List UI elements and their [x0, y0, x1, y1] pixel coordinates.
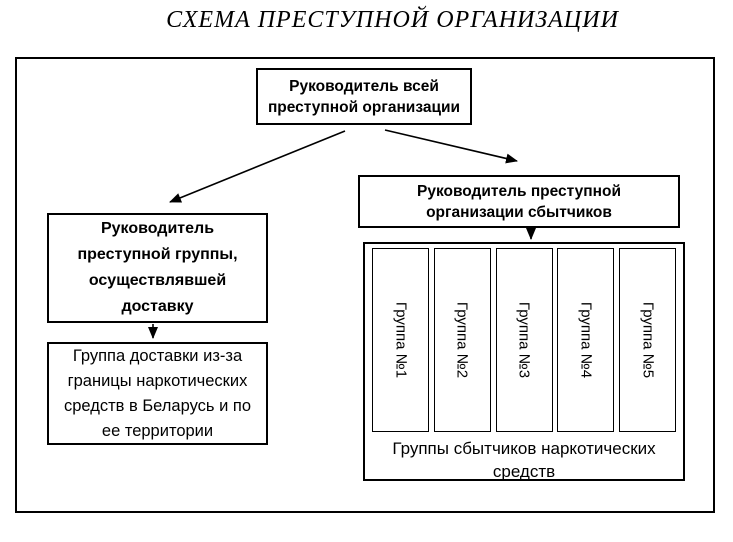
box-delivery-leader-line: Руководитель — [100, 220, 215, 237]
sales-groups-row — [365, 244, 683, 432]
sales-group-label: Группа №2 — [453, 301, 471, 379]
sales-group-box-1 — [372, 248, 429, 432]
box-delivery-group — [47, 342, 268, 445]
box-root-leader — [256, 68, 472, 125]
sales-group-label: Группа №5 — [639, 301, 656, 379]
box-root-leader-line: преступной организации — [267, 98, 461, 116]
sales-group-box-5 — [619, 248, 676, 432]
sales-groups-caption-line: Группы сбытчиков наркотических — [392, 439, 656, 458]
box-delivery-leader-line: осуществлявшей — [88, 272, 227, 289]
sales-group-box-3 — [496, 248, 553, 432]
box-delivery-group-line: Группа доставки из-за — [72, 346, 243, 365]
box-delivery-leader-line: доставку — [121, 298, 194, 315]
box-sales-leader — [358, 175, 680, 228]
sales-group-box-2 — [434, 248, 491, 432]
sales-group-box-4 — [557, 248, 614, 432]
page-title: СХЕМА ПРЕСТУПНОЙ ОРГАНИЗАЦИИ — [166, 7, 619, 33]
sales-groups-container — [363, 242, 685, 481]
box-delivery-leader-line: преступной группы, — [77, 246, 238, 263]
sales-groups-caption — [365, 437, 683, 483]
box-delivery-group-line: границы наркотических — [67, 371, 248, 390]
box-sales-leader-line: организации сбытчиков — [426, 203, 612, 221]
sales-group-label: Группа №1 — [392, 301, 409, 379]
box-delivery-group-line: ее территории — [101, 421, 214, 440]
box-delivery-leader — [47, 213, 268, 323]
sales-group-label: Группа №3 — [515, 301, 533, 379]
box-root-leader-line: Руководитель всей — [289, 77, 439, 95]
box-delivery-group-line: средств в Беларусь и по — [63, 396, 252, 415]
box-sales-leader-line: Руководитель преступной — [416, 182, 621, 200]
sales-group-label: Группа №4 — [577, 301, 595, 379]
sales-groups-caption-line: средств — [492, 462, 556, 481]
